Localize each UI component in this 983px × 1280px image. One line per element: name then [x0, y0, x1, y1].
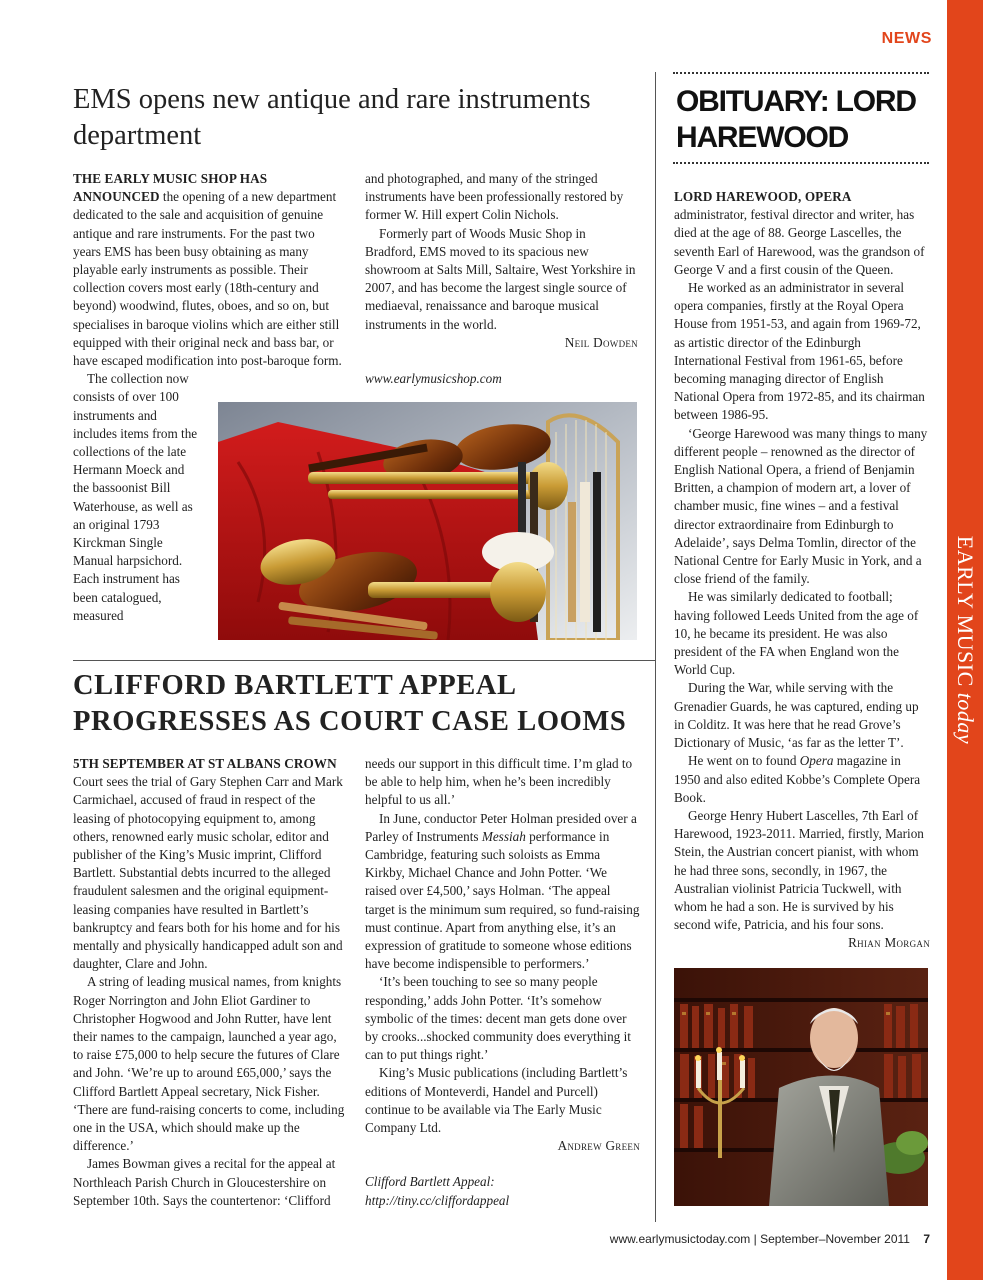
instruments-photo: [218, 402, 637, 640]
clifford-paragraph-1-text: Court sees the trial of Gary Stephen Carr and Mark Carmichael, accused of fraud in respect of the leasing of photocopying equipment to, among others, renowned early music scholar, editor and publisher of the King’s Music imprint, Clifford Bartlett. Substantial debts incurred to the alleged fraudulent salesmen and the original equipment-leasing companies have resulted in Bartlett’s bankruptcy and fears both for his home and for his mentally and physically handicapped adult son and daughter, Clare and John.: [73, 774, 343, 972]
obituary-dotted-rule-bottom: [673, 162, 929, 164]
obituary-paragraph-7: George Henry Hubert Lascelles, 7th Earl of Harewood, 1923-2011. Married, firstly, Marion Stein, the Austrian concert pianist, with whom he had three sons, secondly, in 1967, the Australian violinist Patricia Tuckwell, with whom he had a son. He is survived by his second wife, Patricia, and his four sons.: [674, 807, 924, 933]
ems-paragraph-2: The collection now consists of over 100 instruments and includes items from the collections of the late Hermann Moeck and the bassoonist Bill Waterhouse, as well as an original 1793 Kirckman Single Manual harpsichord. Each instrument has been catalogued, measured: [73, 371, 198, 623]
clifford-paragraph-3: James Bowman gives a recital for the appeal at Northleach Parish Church in Gloucestershire on September 10th. Says the countertenor: ‘Clifford: [73, 1156, 336, 1208]
clifford-paragraph-5-italic: Messiah: [481, 828, 526, 844]
clifford-paragraph-1: [73, 755, 348, 973]
ems-column-2: [365, 170, 638, 388]
ems-url: www.earlymusicshop.com: [365, 371, 502, 387]
obituary-dotted-rule-top: [673, 72, 929, 74]
clifford-paragraph-4: needs our support in this difficult time. I’m glad to be able to help him, when he’s been incredibly helpful to us all.’: [365, 756, 633, 808]
obituary-column: [674, 188, 930, 953]
magazine-title-main: EARLY MUSIC: [953, 535, 978, 687]
ems-paragraph-1: [73, 170, 345, 370]
column-divider-vertical: [655, 72, 656, 1222]
ems-byline: Neil Dowden: [564, 334, 638, 350]
footer-issue: September–November 2011: [760, 1232, 910, 1246]
harewood-portrait: [674, 968, 928, 1206]
clifford-paragraph-5: [365, 810, 640, 974]
obituary-paragraph-4: He was similarly dedicated to football; having followed Leeds United from the age of 10, he became its president. He was also president of the FA when England won the World Cup.: [674, 589, 919, 678]
section-label: NEWS: [881, 30, 932, 47]
obituary-headline: OBITUARY: LORD HAREWOOD: [676, 85, 916, 154]
obituary-paragraph-6-a: He went on to found: [688, 753, 800, 769]
magazine-title: [952, 536, 978, 744]
obituary-paragraph-1: administrator, festival director and writer, has died at the age of 88. George Lascelles, the seventh Earl of Harewood, was the grandson of George V and a first cousin of the Queen.: [674, 207, 925, 277]
ems-paragraph-3: and photographed, and many of the stringed instruments have been professionally restored by former W. Hill expert Colin Nichols.: [365, 171, 624, 223]
ems-headline: EMS opens new antique and rare instruments department: [73, 84, 591, 151]
ems-paragraph-4: Formerly part of Woods Music Shop in Bradford, EMS moved to its spacious new showroom at Salts Mill, Saltaire, West Yorkshire in 2007, and has become the largest single source of mediaeval, renaissance and baroque musical instruments in the world.: [365, 225, 636, 332]
obituary-lead: LORD HAREWOOD, OPERA: [674, 189, 852, 204]
instruments-illustration: [218, 402, 637, 640]
clifford-paragraph-2: A string of leading musical names, from knights Roger Norrington and John Eliot Gardiner to Christopher Hogwood and John Rutter, have lent their names to the campaign, launched a year ago, to raise £75,000 to help secure the futures of Clare and John. ‘We’re up to around £65,000,’ says the Clifford Bartlett Appeal secretary, Nick Fisher. ‘There are fund-raising concerts to come, including one in the USA, which should make up the difference.’: [73, 974, 345, 1154]
clifford-paragraph-5-a: In June, conductor Peter Holman presided over a Parley of Instruments: [365, 810, 637, 844]
obituary-paragraph-5: During the War, while serving with the Grenadier Guards, he was captured, ending up in Colditz. It was here that he read Grove’s Dictionary of Music, ‘as far as the letter T’.: [674, 680, 919, 751]
clifford-lead: 5TH SEPTEMBER AT ST ALBANS CROWN: [73, 756, 337, 771]
clifford-byline: Andrew Green: [557, 1138, 640, 1154]
obituary-paragraph-6: [674, 752, 930, 807]
clifford-paragraph-5-b: performance in Cambridge, featuring such soloists as Emma Kirkby, Michael Chance and John Potter. ‘We raised over £4,500,’ says Holman. ‘The appeal target is the minimum sum required, so fund-raising must continue. Apart from anything else, it’s an expression of gratitude to someone whose editions have become indispensible to performers.’: [365, 828, 640, 972]
magazine-sidebar: [947, 0, 983, 1280]
clifford-column-2: [365, 755, 640, 1210]
obituary-byline: Rhian Morgan: [848, 935, 930, 951]
clifford-paragraph-6: ‘It’s been touching to see so many people responding,’ adds John Potter. ‘It’s somehow symbolic of the times: decent man gets done over by crooks...shocked community does everything it can to put things right.’: [365, 974, 631, 1063]
ems-paragraph-1-text: the opening of a new department dedicated to the sale and acquisition of genuine antique and rare instruments. For the past two years EMS has been busy obtaining as many playable early instruments as possible. Their collection covers most early (18th-century and beyond) woodwind, flutes, oboes, and so on, but specialises in baroque violins which are either still equipped with their original neck and bass bar, or have escaped modification into post-baroque form.: [73, 189, 342, 369]
magazine-title-italic: today: [953, 692, 978, 745]
clifford-appeal-url: Clifford Bartlett Appeal: http://tiny.cc/cliffordappeal: [365, 1174, 510, 1208]
footer-website: www.earlymusictoday.com: [609, 1232, 751, 1246]
clifford-headline: CLIFFORD BARTLETT APPEAL PROGRESSES AS COURT CASE LOOMS: [73, 670, 627, 737]
page-footer: [560, 1232, 930, 1246]
obituary-paragraph-3: ‘George Harewood was many things to many different people – renowned as the director of English National Opera, a friend of Benjamin Britten, a champion of modern art, a lover of chamber music, fine wines – and a festival director extraordinaire from Edinburgh to Adelaide’, says Delma Tomlin, director of the National Centre for Early Music in York, and a close friend of the family.: [674, 425, 928, 587]
footer-separator: |: [753, 1232, 757, 1246]
clifford-paragraph-7: King’s Music publications (including Bartlett’s editions of Monteverdi, Handel and Purcell) continue to be available via The Early Music Company Ltd.: [365, 1065, 628, 1136]
article-divider-horizontal: [73, 660, 655, 661]
portrait-illustration: [674, 968, 928, 1206]
obituary-paragraph-6-b: magazine in 1950 and also edited Kobbe’s Complete Opera Book.: [674, 753, 921, 805]
obituary-paragraph-2: He worked as an administrator in several opera companies, firstly at the Royal Opera House from 1951-53, and again from 1969-72, as artistic director of the Edinburgh International Festival from 1961-65, before becoming managing director of English National Opera from 1972-85, and its chairman between 1986-95.: [674, 280, 925, 423]
obituary-paragraph-6-italic: Opera: [799, 753, 834, 769]
page-number: 7: [923, 1232, 930, 1246]
ems-lead: THE EARLY MUSIC SHOP HAS ANNOUNCED: [73, 171, 268, 205]
clifford-column-1: [73, 755, 348, 1210]
